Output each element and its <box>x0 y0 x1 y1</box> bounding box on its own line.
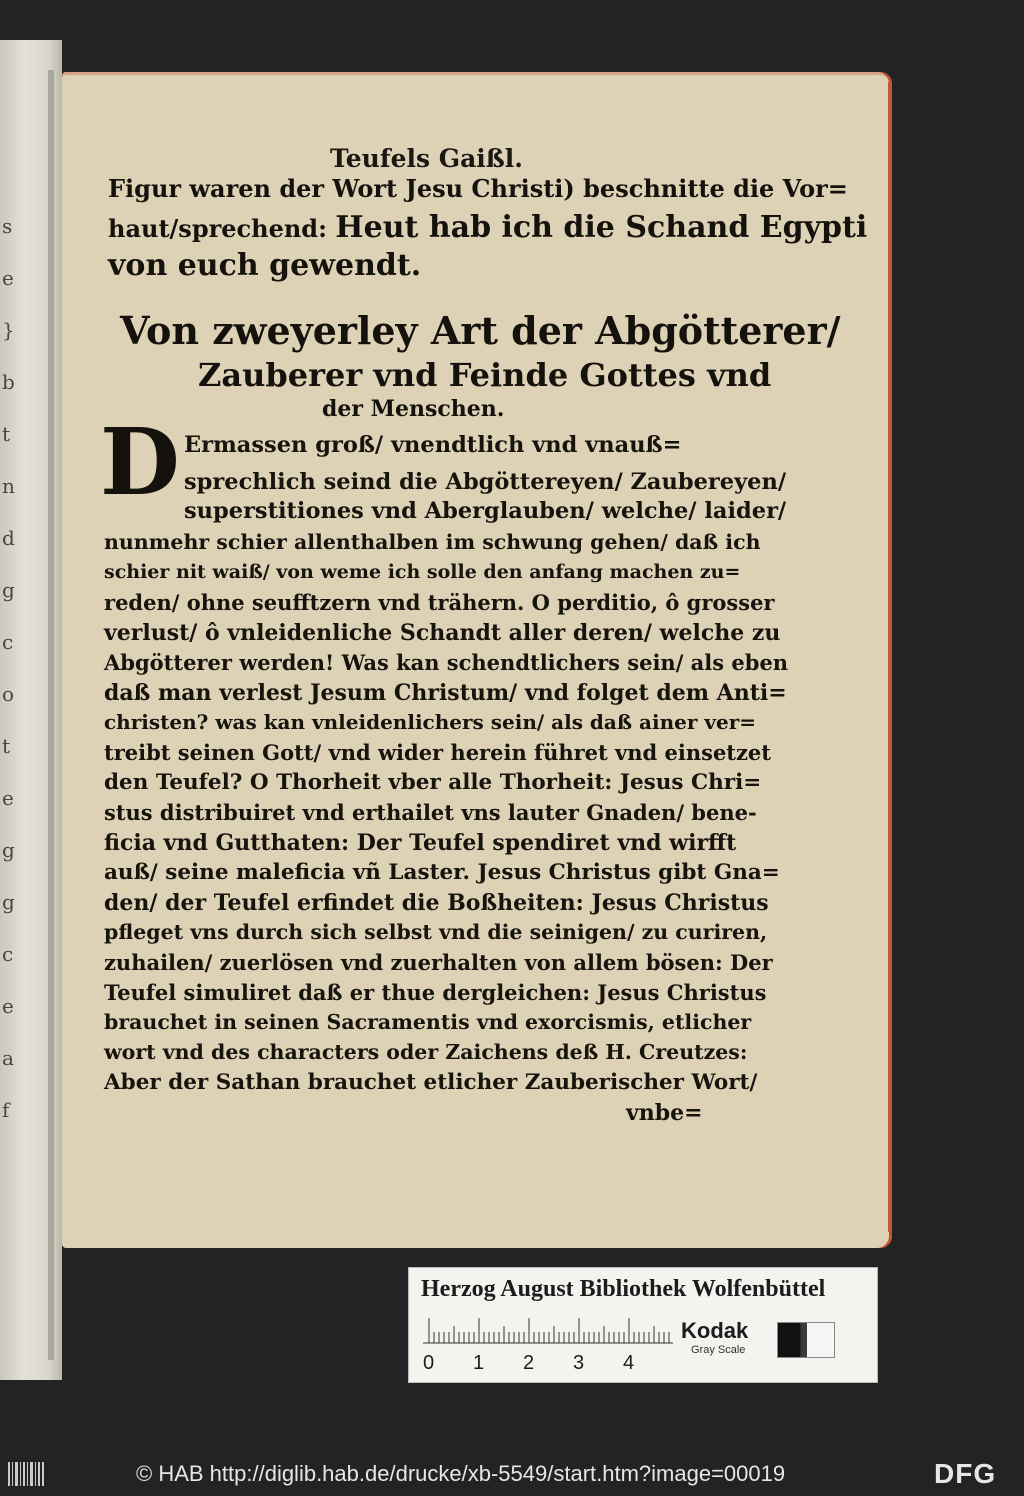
body-line: Aber der Sathan brauchet etlicher Zauberischer Wort/ <box>104 1070 758 1095</box>
gray-scale-swatch <box>777 1322 835 1358</box>
section-heading: Von zweyerley Art der Abgötterer/ <box>120 308 841 353</box>
decorated-initial: D <box>100 408 180 516</box>
color-scale-card: Herzog August Bibliothek Wolfenbüttel 0 1 2 3 4 Kodak Gray Scale <box>408 1267 878 1383</box>
body-line: treibt seinen Gott/ vnd wider herein führet vnd einsetzet <box>104 740 771 765</box>
body-line: reden/ ohne seufftzern vnd trähern. O perditio, ô grosser <box>104 590 775 615</box>
body-line: den/ der Teufel erfindet die Boßheiten: Jesus Christus <box>104 890 769 916</box>
section-heading: der Menschen. <box>322 396 505 422</box>
text-line: haut/sprechend: Heut hab ich die Schand Egypti <box>108 210 868 245</box>
facing-page-edge <box>0 40 62 1380</box>
body-line: auß/ seine maleficia vñ Laster. Jesus Christus gibt Gna= <box>104 860 780 885</box>
body-line: Abgötterer werden! Was kan schendtlichers sein/ als eben <box>104 650 789 675</box>
facing-page-text-fragments: s e } b t n d g c o t e g g c e a f <box>2 214 15 1122</box>
body-line: brauchet in seinen Sacramentis vnd exorcismis, etlicher <box>104 1010 752 1034</box>
body-line: nunmehr schier allenthalben im schwung gehen/ daß ich <box>104 530 761 554</box>
copyright-url[interactable]: © HAB http://diglib.hab.de/drucke/xb-5549/start.htm?image=00019 <box>136 1461 786 1486</box>
body-line: Ermassen groß/ vnendtlich vnd vnauß= <box>184 432 682 458</box>
body-line: wort vnd des characters oder Zaichens deß H. Creutzes: <box>104 1040 748 1064</box>
barcode-icon <box>8 1460 44 1488</box>
running-head: Teufels Gaißl. <box>330 144 523 173</box>
ruler-icon <box>423 1314 673 1344</box>
text-line: von euch gewendt. <box>108 248 422 283</box>
book-gutter <box>48 70 54 1360</box>
body-line: stus distribuiret vnd erthailet vns lauter Gnaden/ bene- <box>104 800 757 825</box>
body-line: daß man verlest Jesum Christum/ vnd folget dem Anti= <box>104 680 787 706</box>
body-line: ficia vnd Gutthaten: Der Teufel spendiret vnd wirfft <box>104 830 737 856</box>
body-line: sprechlich seind die Abgöttereyen/ Zaubereyen/ <box>184 469 787 495</box>
gray-scale-label: Gray Scale <box>691 1344 746 1356</box>
body-line: pfleget vns durch sich selbst vnd die seinigen/ zu curiren, <box>104 920 768 944</box>
body-line: Teufel simuliret daß er thue dergleichen: Jesus Christus <box>104 980 767 1005</box>
body-line: den Teufel? O Thorheit vber alle Thorheit: Jesus Chri= <box>104 770 762 795</box>
body-line: zuhailen/ zuerlösen vnd zuerhalten von allem bösen: Der <box>104 950 773 975</box>
body-line: superstitiones vnd Aberglauben/ welche/ laider/ <box>184 498 787 524</box>
library-name: Herzog August Bibliothek Wolfenbüttel <box>421 1276 826 1302</box>
section-heading: Zauberer vnd Feinde Gottes vnd <box>198 356 772 394</box>
text-line: Figur waren der Wort Jesu Christi) beschnitte die Vor= <box>108 174 848 203</box>
body-line: verlust/ ô vnleidenliche Schandt aller deren/ welche zu <box>104 620 781 646</box>
catchword: vnbe= <box>626 1100 703 1126</box>
dfg-logo: DFG <box>934 1458 997 1489</box>
body-line: christen? was kan vnleidenlichers sein/ als daß ainer ver= <box>104 710 756 734</box>
body-line: schier nit waiß/ von weme ich solle den anfang machen zu= <box>104 561 741 583</box>
kodak-logo: Kodak <box>681 1318 749 1343</box>
